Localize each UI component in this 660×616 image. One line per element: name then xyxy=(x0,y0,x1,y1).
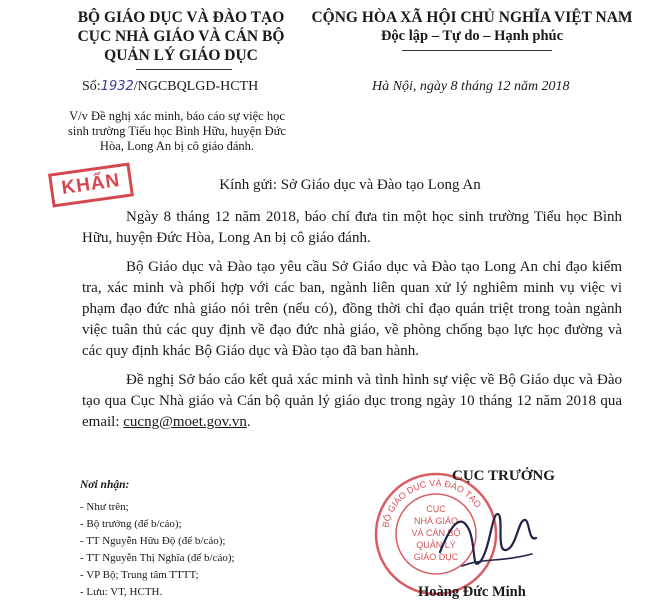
body-paragraph-3-text: Đề nghị Sở báo cáo kết quả xác minh và tình hình sự việc về Bộ Giáo dục và Đào tạo qua Cục Nhà giáo và Cán bộ quản lý giáo dục trong ngày 10 tháng 12 năm 2018 qua email: xyxy=(82,372,622,430)
letter-body xyxy=(82,207,622,441)
subject-line-1: V/v Đề nghị xác minh, báo cáo sự việc học xyxy=(69,109,285,123)
recipient-item: - Lưu: VT, HCTH. xyxy=(80,586,163,598)
national-motto: Độc lập – Tự do – Hạnh phúc xyxy=(380,28,564,44)
recipient-item: - TT Nguyễn Thị Nghĩa (để b/cáo); xyxy=(80,552,235,564)
agency-underline xyxy=(136,69,232,70)
recipients-list xyxy=(80,500,235,599)
agency-line-2: CỤC NHÀ GIÁO VÀ CÁN BỘ xyxy=(77,28,285,45)
seal-ring-text: BỘ GIÁO DỤC VÀ ĐÀO TẠO xyxy=(380,477,484,529)
seal-center-line: QUẢN LÝ xyxy=(416,540,456,550)
subject-summary xyxy=(68,109,286,154)
doc-number-suffix: /NGCBQLGD-HCTH xyxy=(133,79,259,94)
seal-center-line: CỤC xyxy=(426,504,446,514)
agency-line-3: QUẢN LÝ GIÁO DỤC xyxy=(104,47,258,64)
recipient-item: - TT Nguyễn Hữu Độ (để b/cáo); xyxy=(80,535,226,547)
greeting-line: Kính gửi: Sở Giáo dục và Đào tạo Long An xyxy=(219,177,481,193)
urgent-stamp: KHẨN xyxy=(48,162,134,207)
doc-number-prefix: Số: xyxy=(82,79,101,94)
nation-name: CỘNG HÒA XÃ HỘI CHỦ NGHĨA VIỆT NAM xyxy=(311,9,633,26)
agency-line-1: BỘ GIÁO DỤC VÀ ĐÀO TẠO xyxy=(77,9,285,26)
national-heading xyxy=(296,8,648,46)
body-paragraph-2: Bộ Giáo dục và Đào tạo yêu cầu Sở Giáo dục và Đào tạo Long An chỉ đạo kiểm tra, xác minh và phối hợp với các ban, ngành liên quan xử lý nghiêm minh vụ việc vi phạm đạo đức nhà giáo nói trên (nếu có), đồng thời chỉ đạo quán triệt trong toàn ngành việc tuân thủ các quy định về đạo đức nhà giáo, về phòng chống bạo lực học đường và các quy định khác Bộ Giáo dục và Đào tạo đã ban hành. xyxy=(82,259,622,359)
recipients-block xyxy=(80,478,235,602)
handwritten-signature xyxy=(432,492,542,580)
doc-number-handwritten: 1932 xyxy=(100,79,134,94)
body-paragraph-3 xyxy=(82,370,622,433)
body-paragraph-3-end: . xyxy=(246,414,251,430)
contact-email-link[interactable]: cucng@moet.gov.vn xyxy=(123,414,247,430)
issuing-agency xyxy=(56,8,306,65)
subject-line-2: sinh trường Tiểu học Bình Hữu, huyện Đức xyxy=(68,124,286,138)
place-and-date: Hà Nội, ngày 8 tháng 12 năm 2018 xyxy=(372,79,570,94)
recipient-item: - VP Bộ; Trung tâm TTTT; xyxy=(80,569,199,581)
recipients-title: Nơi nhận: xyxy=(80,479,130,491)
seal-center-line: GIÁO DỤC xyxy=(413,552,459,562)
signer-name: Hoàng Đức Minh xyxy=(418,584,526,600)
motto-underline xyxy=(402,50,552,51)
seal-center-line: NHÀ GIÁO xyxy=(413,516,459,526)
body-paragraph-1: Ngày 8 tháng 12 năm 2018, báo chí đưa tin một học sinh trường Tiểu học Bình Hữu, huyện Đức Hòa, Long An bị cô giáo đánh. xyxy=(82,209,622,246)
signer-title: CỤC TRƯỞNG xyxy=(452,468,555,484)
recipient-item: - Bộ trưởng (để b/cáo); xyxy=(80,518,182,530)
seal-center-line: VÀ CÁN BỘ xyxy=(411,528,461,538)
recipient-item: - Như trên; xyxy=(80,501,129,513)
document-number xyxy=(82,79,258,95)
subject-line-3: Hòa, Long An bị cô giáo đánh. xyxy=(99,139,255,153)
